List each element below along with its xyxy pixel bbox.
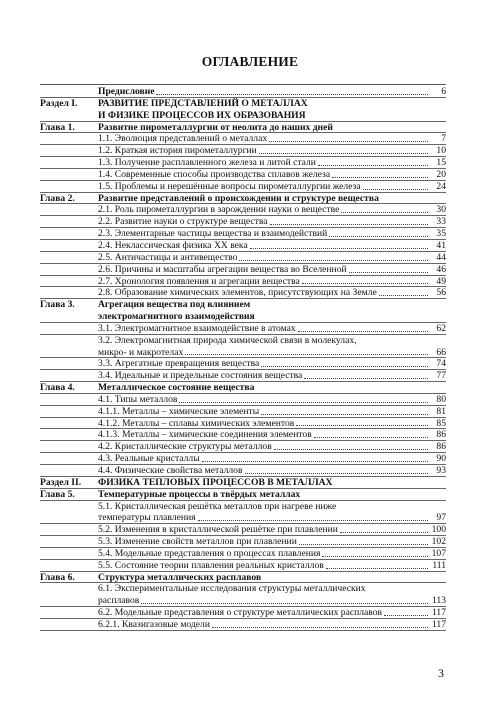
toc-entry-title: Структура металлических расплавов	[98, 571, 262, 583]
toc-entry-page: 113	[431, 595, 446, 607]
toc-entry-body	[98, 98, 446, 122]
toc-entry	[40, 607, 446, 619]
toc-entry	[40, 252, 446, 264]
toc-entry	[40, 477, 446, 489]
dot-leader	[198, 519, 428, 521]
toc-entry-title: 3.2. Электромагнитная природа химической связи в молекулах,	[98, 334, 357, 346]
toc-entry-title: Предисловие	[98, 86, 155, 97]
toc-entry-page: 81	[436, 405, 446, 417]
toc-entry	[40, 418, 446, 430]
dot-leader	[332, 176, 428, 178]
toc-entry	[40, 276, 446, 288]
dot-leader	[363, 188, 428, 190]
dot-leader	[270, 223, 428, 225]
dot-leader	[245, 472, 428, 474]
toc-entry	[40, 501, 446, 525]
dot-leader	[261, 365, 428, 367]
dot-leader	[261, 413, 428, 415]
toc-entry	[40, 169, 446, 181]
toc-entry-label: Раздел II.	[40, 476, 82, 488]
toc-entry	[40, 157, 446, 169]
toc-entry-title-cont: температуры плавления	[98, 512, 196, 524]
toc-entry-label: Глава 3.	[40, 299, 75, 311]
dot-leader	[156, 93, 428, 95]
toc-entry	[40, 572, 446, 584]
toc-entry-page: 62	[436, 322, 446, 334]
toc-entry-title: ФИЗИКА ТЕПЛОВЫХ ПРОЦЕССОВ В МЕТАЛЛАХ	[98, 476, 333, 488]
toc-entry	[40, 335, 446, 359]
toc-entry-two-line	[98, 501, 446, 525]
toc-entry	[40, 560, 446, 572]
toc-entry-title: 2.8. Образование химических элементов, присутствующих на Земле	[98, 287, 377, 299]
dot-leader	[259, 152, 428, 154]
dot-leader	[299, 543, 428, 545]
toc-entry-title: 2.6. Причины и масштабы агрегации вещества во Вселенной	[98, 263, 347, 275]
dot-leader	[349, 271, 428, 273]
toc-entry	[40, 86, 446, 98]
dot-leader	[274, 448, 428, 450]
toc-entry-title: Температурные процессы в твёрдых металлах	[98, 488, 301, 500]
toc-entry	[40, 133, 446, 145]
toc-entry-title: 6.1. Экспериментальные исследования структуры металлических	[98, 583, 366, 595]
dot-leader	[141, 602, 428, 604]
toc-entry-page: 15	[436, 157, 446, 169]
toc-entry-title: 5.3. Изменение свойств металлов при плавлении	[98, 536, 297, 548]
toc-entry-title: 5.4. Модельные представления о процессах плавления	[98, 547, 321, 559]
dot-leader	[379, 294, 428, 296]
toc-entry	[40, 441, 446, 453]
toc-entry-title: 2.1. Роль пирометаллургии в зарождении науки о веществе	[98, 204, 340, 216]
toc-entry-page: 85	[436, 417, 446, 429]
toc-entry	[40, 406, 446, 418]
toc-entry-page: 97	[436, 512, 446, 524]
toc-entry-page: 24	[436, 180, 446, 192]
toc-entry-title: 6.2. Модельные представления о структуре металлических расплавов	[98, 607, 383, 619]
toc-entry-title: 5.2. Изменения в кристаллической решётке при плавлении	[98, 524, 338, 536]
top-rule	[40, 84, 446, 85]
toc-entry-title: 5.5. Состояние теории плавления реальных кристаллов	[98, 559, 324, 571]
toc-entry-title: 2.4. Неклассическая физика XX века	[98, 239, 248, 251]
toc-entry-two-line	[98, 335, 446, 359]
toc-entry-page: 6	[441, 86, 446, 97]
toc-entry	[40, 619, 446, 631]
dot-leader	[179, 401, 428, 403]
toc-entry-page: 100	[431, 524, 446, 536]
toc-entry-label: Раздел I.	[40, 97, 78, 109]
toc-entry	[40, 489, 446, 501]
toc-entry-title: 1.3. Получение расплавленного железа и литой стали	[98, 157, 316, 169]
dot-leader	[304, 377, 428, 379]
toc-entry-title: 2.5. Античастицы и антивещество	[98, 251, 238, 263]
toc-entry	[40, 382, 446, 394]
toc-entry-page: 111	[432, 559, 446, 571]
toc-entry-title: 2.3. Элементарные частицы вещества и взаимодействий	[98, 228, 328, 240]
toc-entry	[40, 228, 446, 240]
dot-leader	[340, 531, 428, 533]
dot-leader	[302, 282, 428, 284]
toc-entry	[40, 370, 446, 382]
toc-entry-page: 10	[436, 145, 446, 157]
toc-entry	[40, 122, 446, 134]
toc-entry-title: Развитие представлений о происхождении и структуре вещества	[98, 192, 379, 204]
dot-leader	[329, 235, 428, 237]
toc-entry-title: 4.3. Реальные кристаллы	[98, 453, 200, 465]
toc-entry-title: 6.2.1. Квазигазовые модели	[98, 618, 210, 630]
toc-entry-page: 90	[436, 453, 446, 465]
toc-entry	[40, 193, 446, 205]
toc-entry-page: 86	[436, 441, 446, 453]
toc-entry	[40, 548, 446, 560]
toc-entry	[40, 583, 446, 607]
toc-entry	[40, 465, 446, 477]
toc-entry-page: 30	[436, 204, 446, 216]
dot-leader	[296, 424, 428, 426]
toc-entry-title: 2.2. Развитие науки о структуре вещества	[98, 216, 268, 228]
toc-entry-label: Глава 6.	[40, 571, 75, 583]
toc-entry-title: 4.4. Физические свойства металлов	[98, 465, 243, 476]
toc-entry-page: 35	[436, 228, 446, 240]
toc-entry	[40, 98, 446, 122]
toc-entry	[40, 204, 446, 216]
toc-entry-title: 4.1.1. Металлы – химические элементы	[98, 405, 260, 417]
toc-entry-title: 5.1. Кристаллическая решётка металлов при нагреве ниже	[98, 500, 337, 512]
toc-entry-page: 49	[436, 275, 446, 287]
toc-entry-page: 46	[436, 263, 446, 275]
toc-entry-title-cont: электромагнитного взаимодействия	[98, 311, 255, 323]
toc-entry	[40, 287, 446, 299]
toc-entry-body	[98, 335, 446, 359]
dot-leader	[185, 353, 428, 355]
toc-entry-title: Развитие пирометаллургии от неолита до наших дней	[98, 121, 333, 133]
toc-entry	[40, 429, 446, 441]
toc-entry-title: 3.3. Агрегатные превращения вещества	[98, 358, 260, 370]
toc-entry-page: 44	[436, 251, 446, 263]
table-of-contents	[40, 86, 446, 631]
dot-leader	[212, 626, 428, 628]
dot-leader	[341, 211, 428, 213]
toc-entry	[40, 264, 446, 276]
toc-entry-page: 56	[436, 287, 446, 299]
toc-entry-page: 74	[436, 358, 446, 370]
toc-entry-title: 1.5. Проблемы и нерешённые вопросы пирометаллургии железа	[98, 180, 361, 192]
toc-entry-two-line	[98, 299, 446, 323]
toc-entry-title: 1.4. Современные способы производства сплавов железа	[98, 168, 331, 180]
toc-entry-title-cont: микро- и макротелах	[98, 346, 184, 358]
toc-entry-title: РАЗВИТИЕ ПРЕДСТАВЛЕНИЙ О МЕТАЛЛАХ	[98, 97, 308, 109]
toc-entry	[40, 536, 446, 548]
dot-leader	[384, 614, 428, 616]
toc-entry-title: 4.2. Кристаллические структуры металлов	[98, 441, 272, 453]
toc-entry	[40, 524, 446, 536]
toc-entry-page: 107	[431, 547, 446, 559]
toc-entry	[40, 453, 446, 465]
toc-entry-page: 66	[436, 346, 446, 358]
row-rule	[40, 630, 446, 631]
dot-leader	[314, 436, 428, 438]
toc-entry-title: 1.1. Эволюция представлений о металлах	[98, 133, 268, 145]
dot-leader	[318, 164, 428, 166]
toc-entry-page: 33	[436, 216, 446, 228]
page-number: 3	[438, 666, 444, 680]
toc-entry	[40, 394, 446, 406]
toc-entry-page: 86	[436, 429, 446, 441]
toc-entry-label: Глава 1.	[40, 121, 75, 133]
dot-leader	[269, 140, 428, 142]
toc-entry-label: Глава 4.	[40, 382, 75, 394]
toc-entry-title-cont: расплавов	[98, 595, 140, 607]
toc-entry-body	[98, 299, 446, 323]
toc-entry-title: 2.7. Хронология появления и агрегации вещества	[98, 275, 300, 287]
toc-entry-title-cont: И ФИЗИКЕ ПРОЦЕССОВ ИХ ОБРАЗОВАНИЯ	[98, 109, 306, 121]
toc-entry-title: Металлическое состояние вещества	[98, 382, 255, 394]
toc-entry	[40, 323, 446, 335]
toc-entry-page: 77	[436, 370, 446, 382]
dot-leader	[202, 460, 428, 462]
toc-entry-page: 117	[431, 618, 446, 630]
toc-entry-title: 3.1. Электромагнитное взаимодействие в атомах	[98, 322, 296, 334]
toc-entry-label: Глава 2.	[40, 192, 75, 204]
toc-entry-page: 41	[436, 239, 446, 251]
toc-entry	[40, 216, 446, 228]
dot-leader	[298, 330, 428, 332]
toc-entry-two-line	[98, 583, 446, 607]
toc-entry	[40, 145, 446, 157]
toc-entry-title: 4.1.2. Металлы – сплавы химических элементов	[98, 417, 295, 429]
dot-leader	[326, 567, 428, 569]
toc-entry-page: 117	[431, 607, 446, 619]
toc-entry-page: 7	[441, 133, 446, 145]
toc-entry-label: Глава 5.	[40, 488, 75, 500]
toc-entry	[40, 358, 446, 370]
toc-entry-body	[98, 583, 446, 607]
toc-entry	[40, 240, 446, 252]
toc-entry-page: 80	[436, 393, 446, 405]
toc-entry-page: 93	[436, 465, 446, 476]
toc-entry-title: 1.2. Краткая история пирометаллургии	[98, 145, 257, 157]
toc-entry-title: 4.1. Типы металлов	[98, 393, 178, 405]
dot-leader	[322, 555, 428, 557]
toc-entry-title: Агрегация вещества под влиянием	[98, 299, 251, 311]
toc-entry	[40, 181, 446, 193]
toc-entry	[40, 299, 446, 323]
toc-entry-page: 102	[431, 536, 446, 548]
toc-entry-two-line	[98, 98, 446, 122]
dot-leader	[250, 247, 428, 249]
toc-entry-body	[98, 501, 446, 525]
dot-leader	[239, 259, 428, 261]
toc-entry-page: 20	[436, 168, 446, 180]
toc-entry-title: 4.1.3. Металлы – химические соединения элементов	[98, 429, 312, 441]
toc-entry-title: 3.4. Идеальные и предельные состояния вещества	[98, 370, 303, 382]
page-title: ОГЛАВЛЕНИЕ	[201, 54, 299, 69]
